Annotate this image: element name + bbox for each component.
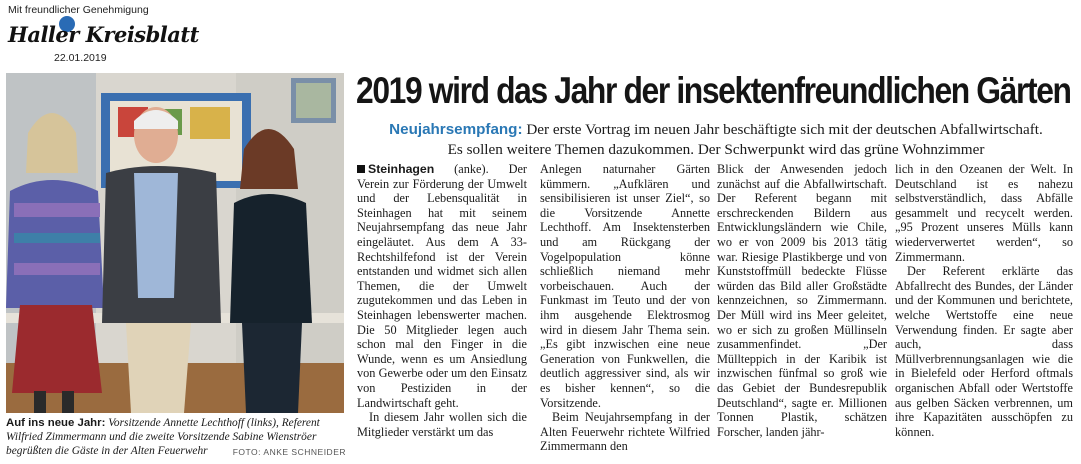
paragraph: lich in den Ozeanen der Welt. In Deutschland ist es nahezu selbstverständlich, dass Abfälle gesammelt und recycelt werden. „95 Prozent unseres Mülls kann wiederverwertet werden“, so Zimmermann. — [895, 162, 1073, 264]
subhead-line-2: Es sollen weitere Themen dazukommen. Der Schwerpunkt wird das grüne Wohnzimmer — [447, 140, 985, 158]
caption-text: Vorsitzende Annette Lechthoff (links), Referent Wilfried Zimmermann und die zweite Vorsitzende Sabine Wienströer begrüßten die Gäste in der Alten Feuerwehr — [6, 417, 320, 457]
article-column-2 — [540, 162, 710, 454]
paragraph: Blick der Anwesenden jedoch zunächst auf die Abfallwirtschaft. Der Referent begann mit erschreckenden Bildern aus Entwicklungsländern wie Chile, wo er von 2009 bis 2013 tätig war. Riesige Plastikberge und von Kunststoffmüll bedeckte Flüsse würden das Bild aller Großstädte kennzeichnen, so Zimmermann. Der Müll wird ins Meer geleitet, wo er sich zu großen Müllinseln zusammenfindet. „Der Müllteppich in der Karibik ist inzwischen fünfmal so groß wie das Gebiet der Bundesrepublik Deutschland“, sagte er. Millionen Tonnen Plastik, schätzen Forscher, landen jähr- — [717, 162, 887, 439]
article-column-3 — [717, 162, 887, 439]
subhead-kicker: Neujahrsempfang: — [389, 121, 523, 138]
dateline: Steinhagen — [368, 162, 435, 176]
article-column-4 — [895, 162, 1073, 439]
paragraph-text: (anke). Der Verein zur Förderung der Umwelt und der Lebensqualität in Steinhagen hat mit seinem Neujahrsempfang das neue Jahr eingeläutet. Aus dem A 33-Rechtshilfefond ist der Verein entstanden und widmet sich allen Themen, die der Umwelt zugutekommen und das Leben in Steinhagen lebenswerter machen. Die 50 Mitglieder legen auch schon mal den Finger in die Wunde, wenn es um Ansiedlung von Gewerbe oder um den Einsatz von Pestiziden in der Landwirtschaft geht. — [357, 162, 527, 410]
photo-caption — [6, 416, 346, 459]
paragraph: In diesem Jahr wollen sich die Mitglieder verstärkt um das — [357, 410, 527, 439]
paragraph: Beim Neujahrsempfang in der Alten Feuerwehr richtete Wilfried Zimmermann den — [540, 410, 710, 454]
article-column-1 — [357, 162, 527, 439]
article-headline: 2019 wird das Jahr der insektenfreundlichen Gärten — [356, 70, 1071, 111]
subhead-line-1: Der erste Vortrag im neuen Jahr beschäftigte sich mit der deutschen Abfallwirtschaft. — [522, 121, 1043, 138]
newspaper-logo: Haller Kreisblatt — [8, 22, 199, 47]
caption-lead: Auf ins neue Jahr: — [6, 417, 106, 429]
paragraph: Der Referent erklärte das Abfallrecht des Bundes, der Länder und der Kommunen und berichtete, welche Wertstoffe eine neue Verwendung finden. Er sagte aber auch, dass Müllverbrennungsanlagen wie die in Bielefeld oder Herford oftmals organischen Abfall oder Wertstoffe aus gelben Säcken verbrennen, um ihre Kapazitäten ausschöpfen zu können. — [895, 264, 1073, 439]
photo-credit: FOTO: ANKE SCHNEIDER — [232, 447, 346, 457]
article-photo — [6, 73, 344, 413]
article-subhead — [357, 120, 1075, 159]
article-body — [357, 162, 1077, 464]
paragraph: Anlegen naturnaher Gärten kümmern. „Aufklären und sensibilisieren ist unser Ziel“, so die Vorsitzende Annette Lechthoff. Am Insektensterben und am Rückgang der Vogelpopulation könne schließlich niemand mehr vorbeischauen. Auch der Funkmast im Teuto und der von ihm ausgehende Elektrosmog wird in diesem Jahr Thema sein. „Es gibt inzwischen eine neue Generation von Funkwellen, die deutlich aggressiver sind, als wir es bisher kennen“, so die Vorsitzende. — [540, 162, 710, 410]
publication-date: 22.01.2019 — [54, 52, 107, 64]
permission-note: Mit freundlicher Genehmigung — [8, 4, 149, 16]
bullet-square-icon — [357, 165, 365, 173]
paragraph — [357, 162, 527, 410]
